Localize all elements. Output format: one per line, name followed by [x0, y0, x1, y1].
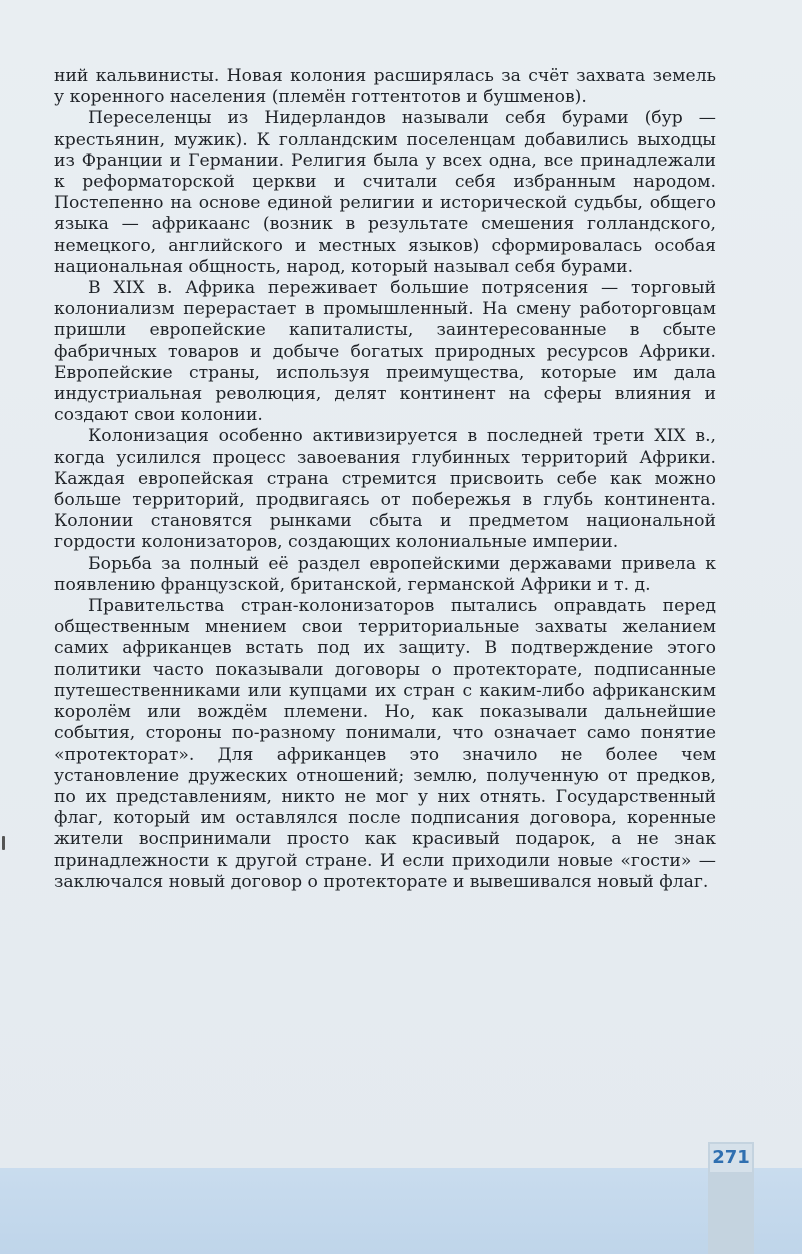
- paragraph-19th-century: В XIX в. Африка переживает большие потрясения — торговый колониализм перерастает в промышленный. На смену работорговцам пришли европейские капиталисты, заинтересованные в сбыте фабричных товаров и добыче богатых природных ресурсов Африки. Европейские страны, используя преимущества, которые им дала индустриальная революция, делят континент на сферы влияния и создают свои колонии.: [54, 278, 716, 426]
- paragraph-colonization: Колонизация особенно активизируется в последней трети XIX в., когда усилился процесс завоевания глубинных территорий Африки. Каждая европейская страна стремится присвоить себе как можно больше территорий, продвигаясь от побережья в глубь континента. Колонии становятся рынками сбыта и предметом национальной гордости колонизаторов, создающих колониальные империи.: [54, 426, 716, 553]
- body-text: [54, 66, 716, 893]
- paragraph-partition: Борьба за полный её раздел европейскими державами привела к появлению французской, британской, германской Африки и т. д.: [54, 553, 716, 595]
- paragraph-boers: Переселенцы из Нидерландов называли себя бурами (бур — крестьянин, мужик). К голландским поселенцам добавились выходцы из Франции и Германии. Религия была у всех одна, все принадлежали к реформаторской церкви и считали себя избранным народом. Постепенно на основе единой религии и исторической судьбы, общего языка — африкаанс (возник в результате смешения голландского, немецкого, английского и местных языков) сформировалась особая национальная общность, народ, который называл себя бурами.: [54, 108, 716, 277]
- paragraph-continuation: ний кальвинисты. Новая колония расширялась за счёт захвата земель у коренного населения (племён готтентотов и бушменов).: [54, 66, 716, 108]
- paragraph-protectorate: Правительства стран-колонизаторов пытались оправдать перед общественным мнением свои территориальные захваты желанием самих африканцев встать под их защиту. В подтверждение этого политики часто показывали договоры о протекторате, подписанные путешественниками или купцами их стран с каким-либо африканским королём или вождём племени. Но, как показывали дальнейшие события, стороны по-разному понимали, что означает само понятие «протекторат». Для африканцев это значило не более чем установление дружеских отношений; землю, полученную от предков, по их представлениям, никто не мог у них отнять. Государственный флаг, который им оставлялся после подписания договора, коренные жители воспринимали просто как красивый подарок, а не знак принадлежности к другой стране. И если приходили новые «гости» — заключался новый договор о протекторате и вывешивался новый флаг.: [54, 596, 716, 892]
- margin-mark: [2, 836, 5, 850]
- footer-band: [0, 1168, 802, 1254]
- page-number: 271: [710, 1144, 752, 1172]
